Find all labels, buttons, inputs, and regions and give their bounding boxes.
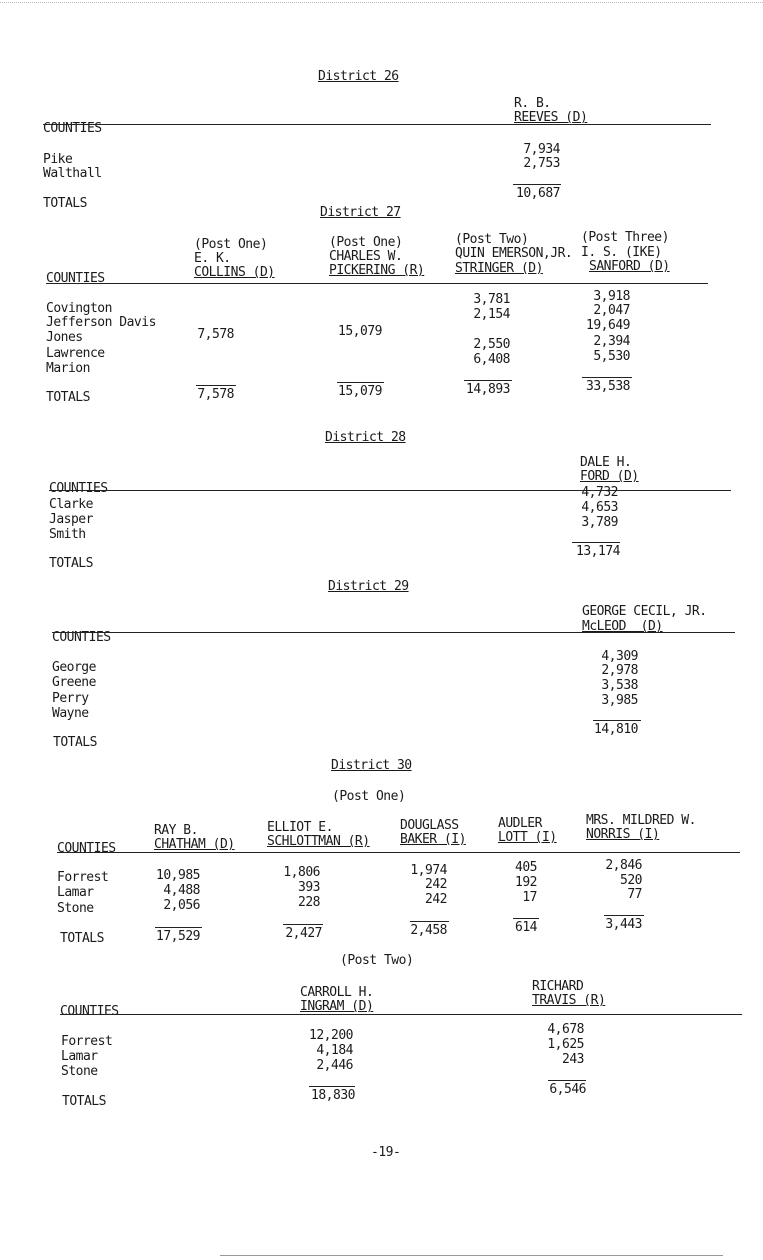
d30-p1-c1-first: RAY B. <box>154 823 198 838</box>
page-number: -19- <box>371 1145 401 1160</box>
d29-county: George <box>52 660 96 675</box>
d30-county: Forrest <box>57 870 109 885</box>
d27-county: Covington <box>46 301 112 316</box>
d27-c2-name: PICKERING (R) <box>329 263 425 278</box>
d28-counties-header: COUNTIES <box>49 481 108 496</box>
district-26-title: District 26 <box>318 69 399 84</box>
d30-p2-totals-label: TOTALS <box>62 1094 106 1109</box>
d30-p2-c2-vote: 4,678 <box>547 1022 584 1037</box>
d27-counties-header: COUNTIES <box>46 271 105 286</box>
d29-total: 14,810 <box>594 722 638 737</box>
d30-p1-c1-total-bar <box>155 927 202 928</box>
d26-candidate-name: REEVES (D) <box>514 110 588 125</box>
d28-total-bar <box>572 542 620 543</box>
d28-vote: 3,789 <box>581 515 618 530</box>
d30-p1-c1-vote: 10,985 <box>156 868 200 883</box>
d30-p1-c1-total: 17,529 <box>156 929 200 944</box>
d30-p1-c5-total: 3,443 <box>605 917 642 932</box>
d30-p1-c4-total: 614 <box>515 920 537 935</box>
d27-c2-initials: CHARLES W. <box>329 249 403 264</box>
d27-c1-post: (Post One) <box>194 237 268 252</box>
d30-p1-c3-total-bar <box>410 921 449 922</box>
d27-c3-post: (Post Two) <box>455 232 529 247</box>
d28-totals-label: TOTALS <box>49 556 93 571</box>
d30-p1-c5-vote: 77 <box>627 887 642 902</box>
d29-totals-label: TOTALS <box>53 735 97 750</box>
d30-p2-c2-vote: 243 <box>562 1052 584 1067</box>
d27-county: Jefferson Davis <box>46 315 156 330</box>
d30-p1-c1-name: CHATHAM (D) <box>154 837 235 852</box>
d30-post-one-label: (Post One) <box>332 789 406 804</box>
d30-p1-c4-vote: 192 <box>515 875 537 890</box>
d27-county: Jones <box>46 330 83 345</box>
d27-c3-total-bar <box>464 380 512 381</box>
d26-candidate-initials: R. B. <box>514 96 551 111</box>
d30-p1-c3-vote: 242 <box>425 892 447 907</box>
d26-vote: 7,934 <box>523 142 560 157</box>
d28-total: 13,174 <box>576 544 620 559</box>
d30-p1-counties-header: COUNTIES <box>57 841 116 856</box>
d30-p1-c3-first: DOUGLASS <box>400 818 459 833</box>
d28-vote: 4,653 <box>581 500 618 515</box>
d27-c1-name: COLLINS (D) <box>194 265 275 280</box>
d27-totals-label: TOTALS <box>46 390 90 405</box>
d30-p1-c2-vote: 393 <box>298 880 320 895</box>
d29-county: Perry <box>52 691 89 706</box>
d30-p1-c4-total-bar <box>513 918 539 919</box>
d27-c1-vote-jones: 7,578 <box>197 327 234 342</box>
d30-p1-c1-vote: 4,488 <box>163 883 200 898</box>
d27-c3-vote: 2,550 <box>473 337 510 352</box>
d29-county: Greene <box>52 675 96 690</box>
d30-p2-c1-vote: 2,446 <box>316 1058 353 1073</box>
d26-counties-header: COUNTIES <box>43 121 102 136</box>
d30-p2-county: Stone <box>61 1064 98 1079</box>
d30-post-two-label: (Post Two) <box>340 953 414 968</box>
d28-county: Clarke <box>49 497 93 512</box>
d29-vote: 3,985 <box>601 693 638 708</box>
d26-totals-label: TOTALS <box>43 196 87 211</box>
d27-c3-vote: 6,408 <box>473 352 510 367</box>
d30-p2-counties-header: COUNTIES <box>60 1004 119 1019</box>
d26-county: Pike <box>43 152 73 167</box>
d27-c3-name: STRINGER (D) <box>455 261 543 276</box>
d30-p1-c5-first: MRS. MILDRED W. <box>586 813 696 828</box>
d29-counties-header: COUNTIES <box>52 630 111 645</box>
d30-p2-c1-total: 18,830 <box>311 1088 355 1103</box>
d30-p1-c5-name: NORRIS (I) <box>586 827 660 842</box>
d28-county: Smith <box>49 527 86 542</box>
d27-county: Lawrence <box>46 346 105 361</box>
d26-county: Walthall <box>43 166 102 181</box>
district-29-title: District 29 <box>328 579 409 594</box>
d30-p1-c2-first: ELLIOT E. <box>267 820 333 835</box>
d29-county: Wayne <box>52 706 89 721</box>
d30-p1-c2-total-bar <box>283 924 323 925</box>
d27-c3-vote: 3,781 <box>473 292 510 307</box>
d26-vote: 2,753 <box>523 156 560 171</box>
d30-p1-c3-name: BAKER (I) <box>400 832 466 847</box>
d30-p2-c2-first: RICHARD <box>532 979 584 994</box>
d30-p2-c2-name: TRAVIS (R) <box>532 993 606 1008</box>
d27-c4-vote: 3,918 <box>593 289 630 304</box>
d27-county: Marion <box>46 361 90 376</box>
d26-header-rule <box>43 124 711 125</box>
d30-p1-c4-first: AUDLER <box>498 816 542 831</box>
d30-p2-c1-vote: 12,200 <box>309 1028 353 1043</box>
d29-vote: 3,538 <box>601 678 638 693</box>
d27-c1-initials: E. K. <box>194 251 231 266</box>
d30-p2-county: Lamar <box>61 1049 98 1064</box>
d29-total-bar <box>593 720 641 721</box>
d30-p1-c2-total: 2,427 <box>285 926 322 941</box>
district-27-title: District 27 <box>320 205 401 220</box>
d30-p1-c5-vote: 520 <box>620 873 642 888</box>
d27-c4-vote: 19,649 <box>586 318 630 333</box>
d29-vote: 4,309 <box>601 649 638 664</box>
page-bottom-edge <box>220 1255 723 1256</box>
d30-p2-c1-total-bar <box>309 1086 355 1087</box>
d27-c4-total: 33,538 <box>586 379 630 394</box>
d30-p1-c2-name: SCHLOTTMAN (R) <box>267 834 370 849</box>
d30-p2-c2-total: 6,546 <box>549 1082 586 1097</box>
d27-c4-vote: 2,047 <box>593 303 630 318</box>
d27-c3-initials: QUIN EMERSON,JR. <box>455 246 573 261</box>
d28-candidate-initials: DALE H. <box>580 455 632 470</box>
d30-p1-c4-vote: 405 <box>515 860 537 875</box>
d28-candidate-name: FORD (D) <box>580 469 639 484</box>
d30-p2-c1-first: CARROLL H. <box>300 985 374 1000</box>
d27-c2-post: (Post One) <box>329 235 403 250</box>
d30-p2-c2-total-bar <box>548 1080 586 1081</box>
d29-header-rule <box>52 632 735 633</box>
d28-county: Jasper <box>49 512 93 527</box>
d30-p1-c5-total-bar <box>604 915 644 916</box>
d27-c4-post: (Post Three) <box>581 230 669 245</box>
d27-c4-vote: 2,394 <box>593 334 630 349</box>
d27-c4-initials: I. S. (IKE) <box>581 245 662 260</box>
district-28-title: District 28 <box>325 430 406 445</box>
d30-county: Stone <box>57 901 94 916</box>
d28-vote: 4,732 <box>581 485 618 500</box>
d27-c2-vote-jones: 15,079 <box>338 324 382 339</box>
d30-p2-c2-vote: 1,625 <box>547 1037 584 1052</box>
d29-candidate-name: GEORGE CECIL, JR. <box>582 604 707 619</box>
d26-total-bar <box>513 184 561 185</box>
d30-p1-c2-vote: 1,806 <box>283 865 320 880</box>
d27-c2-total: 15,079 <box>338 384 382 399</box>
d29-vote: 2,978 <box>601 663 638 678</box>
d27-c2-total-bar <box>337 382 384 383</box>
d27-c4-total-bar <box>582 377 632 378</box>
d30-p1-c2-vote: 228 <box>298 895 320 910</box>
d27-c3-total: 14,893 <box>466 382 510 397</box>
d27-header-rule <box>46 283 708 284</box>
d30-p2-c1-name: INGRAM (D) <box>300 999 374 1014</box>
d30-p2-county: Forrest <box>61 1034 113 1049</box>
d30-p1-totals-label: TOTALS <box>60 931 104 946</box>
d29-candidate-party: McLEOD (D) <box>582 619 663 634</box>
district-30-title: District 30 <box>331 758 412 773</box>
d30-p1-c3-total: 2,458 <box>410 923 447 938</box>
d30-p1-c3-vote: 242 <box>425 877 447 892</box>
d30-p2-c1-vote: 4,184 <box>316 1043 353 1058</box>
d30-p1-c4-name: LOTT (I) <box>498 830 557 845</box>
d30-p2-header-rule <box>60 1014 742 1015</box>
d26-total: 10,687 <box>516 186 560 201</box>
page-top-edge <box>0 2 763 3</box>
d27-c1-total: 7,578 <box>197 387 234 402</box>
d30-p1-c4-vote: 17 <box>522 890 537 905</box>
d28-header-rule <box>49 490 731 491</box>
d27-c4-vote: 5,530 <box>593 349 630 364</box>
d27-c4-name: SANFORD (D) <box>589 259 670 274</box>
d27-c3-vote: 2,154 <box>473 307 510 322</box>
d30-p1-c3-vote: 1,974 <box>410 863 447 878</box>
d30-p1-c1-vote: 2,056 <box>163 898 200 913</box>
d30-county: Lamar <box>57 885 94 900</box>
d30-p1-header-rule <box>57 852 740 853</box>
d30-p1-c5-vote: 2,846 <box>605 858 642 873</box>
d27-c1-total-bar <box>196 385 236 386</box>
